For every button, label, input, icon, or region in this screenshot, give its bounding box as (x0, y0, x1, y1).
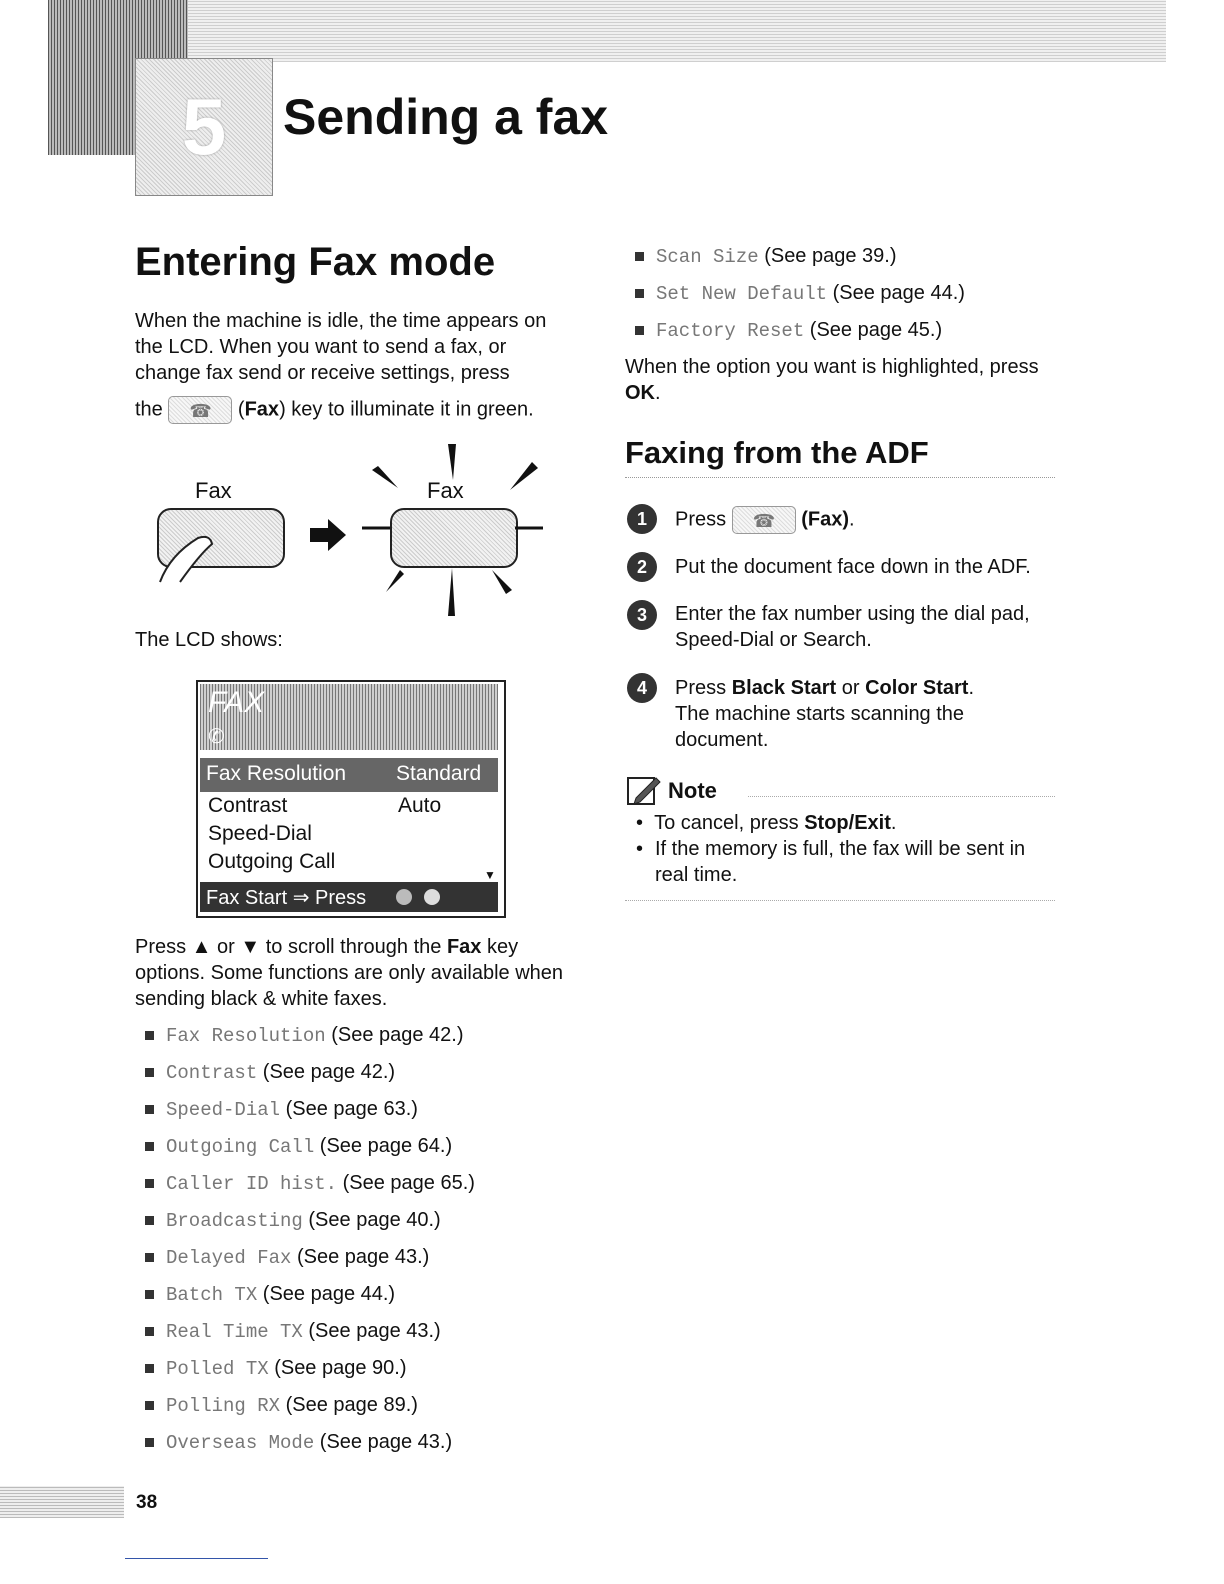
step-4-detail: The machine starts scanning the document. (675, 703, 965, 751)
right-options-list (635, 238, 965, 349)
header-band (48, 0, 1166, 62)
chapter-title: Sending a fax (283, 89, 609, 145)
bullet-icon (635, 252, 644, 261)
step-number: 4 (627, 673, 657, 703)
list-item (145, 1202, 475, 1239)
footer-rule (125, 1558, 268, 1559)
lcd-header (200, 684, 498, 750)
chapter-number-box (135, 58, 273, 196)
lcd-row-label: Outgoing Call (208, 850, 336, 873)
bullet-icon (145, 1179, 154, 1188)
step-4-key1: Black Start (731, 677, 837, 699)
list-item (145, 1239, 475, 1276)
note-title: Note (668, 778, 717, 803)
footer-pattern (0, 1486, 124, 1518)
option-ref: (See page 40.) (308, 1209, 441, 1231)
color-start-icon (424, 889, 440, 905)
bullet-icon (145, 1438, 154, 1447)
list-item (145, 1128, 475, 1165)
option-ref: (See page 43.) (296, 1246, 430, 1268)
note-pencil-icon (626, 774, 662, 806)
step-number: 1 (627, 504, 657, 534)
list-item (635, 238, 965, 275)
list-item (635, 275, 965, 312)
page-number: 38 (136, 1492, 158, 1513)
diagram-label-left: Fax (195, 478, 232, 503)
option-name: Polled TX (166, 1358, 269, 1380)
chapter-number: 5 (181, 82, 227, 171)
section-title-adf: Faxing from the ADF (625, 435, 1055, 478)
option-ref: (See page 45.) (809, 319, 943, 341)
option-ref: (See page 39.) (764, 245, 897, 267)
option-ref: (See page 44.) (262, 1283, 396, 1305)
black-start-icon (396, 889, 412, 905)
lcd-selected-value: Standard (396, 762, 482, 785)
scroll-pre: Press ▲ or ▼ to scroll through the (135, 936, 442, 958)
step-4-post: . (968, 677, 975, 699)
step-1-post: . (849, 508, 855, 531)
list-item (145, 1165, 475, 1202)
lcd-row-label: Speed-Dial (208, 822, 312, 845)
note-bottom-divider (625, 900, 1055, 901)
option-name: Scan Size (656, 246, 759, 268)
option-name: Factory Reset (656, 320, 805, 342)
option-name: Fax Resolution (166, 1025, 326, 1047)
option-name: Contrast (166, 1062, 258, 1084)
bullet-icon (145, 1142, 154, 1151)
arrow-right-icon (308, 515, 348, 555)
section-title-fax-mode: Entering Fax mode (135, 240, 496, 284)
step-1-key: (Fax) (801, 508, 850, 531)
step-4-pre: Press (675, 677, 727, 699)
lcd-row-value: Auto (398, 794, 442, 817)
list-item (145, 1091, 475, 1128)
intro-line-2: the ☎ (Fax) key to illuminate it in green. (135, 396, 575, 424)
option-ref: (See page 42.) (262, 1061, 396, 1083)
option-name: Set New Default (656, 283, 828, 305)
bullet-icon (145, 1253, 154, 1262)
fax-key-icon (168, 396, 232, 424)
bullet-icon (635, 326, 644, 335)
bullet-icon (145, 1068, 154, 1077)
option-ref: (See page 43.) (319, 1431, 453, 1453)
lcd-row-label: Contrast (208, 794, 288, 817)
phone-icon: ✆ (208, 726, 225, 748)
list-item (635, 312, 965, 349)
list-item (145, 1387, 475, 1424)
scroll-down-icon: ▼ (484, 868, 496, 882)
scroll-post: key options. Some functions are only available when sending black & white faxes. (135, 936, 564, 1010)
lcd-title: FAX (208, 686, 265, 719)
fax-key-icon (732, 506, 796, 534)
note-item-1-pre: To cancel, press (654, 812, 799, 834)
option-name: Polling RX (166, 1395, 281, 1417)
note-item-1-key: Stop/Exit (804, 812, 891, 834)
option-ref: (See page 65.) (342, 1172, 475, 1194)
finger-icon (150, 520, 220, 585)
option-name: Batch TX (166, 1284, 258, 1306)
option-ref: (See page 89.) (285, 1394, 418, 1416)
bullet-icon (145, 1327, 154, 1336)
option-ref: (See page 43.) (308, 1320, 441, 1342)
option-name: Overseas Mode (166, 1432, 315, 1454)
bullet-icon (145, 1290, 154, 1299)
bullet-icon (635, 289, 644, 298)
step-4-text (675, 675, 1055, 701)
option-name: Delayed Fax (166, 1247, 292, 1269)
fax-key-label: Fax (244, 398, 280, 421)
step-4-mid: or (841, 677, 860, 699)
step-3-text: Enter the fax number using the dial pad, Speed-Dial or Search. (675, 603, 1030, 651)
option-ref: (See page 63.) (285, 1098, 418, 1120)
list-item (145, 1350, 475, 1387)
option-ref: (See page 64.) (319, 1135, 453, 1157)
list-item (145, 1054, 475, 1091)
intro-text: When the machine is idle, the time appears on the LCD. When you want to send a fax, or change fax send or receive settings, press (135, 310, 547, 384)
bullet-icon (145, 1364, 154, 1373)
lcd-footer-text: Fax Start ⇒ Press (206, 887, 367, 909)
step-1-text (675, 506, 1055, 534)
ok-key: OK (625, 382, 655, 404)
note-divider (748, 796, 1055, 797)
step-4-key2: Color Start (865, 677, 969, 699)
lcd-selected-row (200, 758, 498, 792)
diagram-label-right: Fax (427, 478, 464, 503)
highlight-pre: When the option you want is highlighted, press (625, 356, 1039, 378)
intro2-post: key to illuminate it in green. (291, 398, 534, 421)
option-ref: (See page 44.) (832, 282, 965, 304)
option-name: Outgoing Call (166, 1136, 315, 1158)
highlight-post: . (655, 382, 661, 404)
bullet-icon (145, 1216, 154, 1225)
list-item (145, 1276, 475, 1313)
bullet-icon (145, 1105, 154, 1114)
list-item (145, 1017, 475, 1054)
option-name: Real Time TX (166, 1321, 303, 1343)
list-item (145, 1424, 475, 1461)
note-item: • To cancel, press Stop/Exit. (636, 812, 897, 834)
step-1-pre: Press (675, 508, 727, 531)
step-number: 2 (627, 552, 657, 582)
option-ref: (See page 42.) (331, 1024, 464, 1046)
lcd-selected-label: Fax Resolution (206, 762, 347, 785)
intro2-pre: the (135, 398, 163, 421)
scroll-key: Fax (446, 936, 482, 958)
note-item-1-post: . (890, 812, 897, 834)
highlight-instructions (625, 354, 1045, 406)
lcd-screen (196, 680, 506, 918)
bullet-icon (145, 1401, 154, 1410)
lcd-footer (200, 882, 498, 912)
option-ref: (See page 90.) (274, 1357, 407, 1379)
bullet-icon (145, 1031, 154, 1040)
option-name: Caller ID hist. (166, 1173, 338, 1195)
lcd-shows-label: The LCD shows: (135, 629, 283, 651)
option-name: Speed-Dial (166, 1099, 281, 1121)
scroll-instructions (135, 934, 565, 1012)
list-item (145, 1313, 475, 1350)
fax-options-list (145, 1017, 475, 1461)
option-name: Broadcasting (166, 1210, 303, 1232)
step-2-text: Put the document face down in the ADF. (675, 556, 1031, 578)
note-bullet: • (636, 838, 644, 860)
step-number: 3 (627, 600, 657, 630)
intro-paragraph (135, 308, 565, 386)
note-item: If the memory is full, the fax will be sent in real time. (655, 838, 1026, 886)
glow-rays-icon (360, 440, 550, 620)
